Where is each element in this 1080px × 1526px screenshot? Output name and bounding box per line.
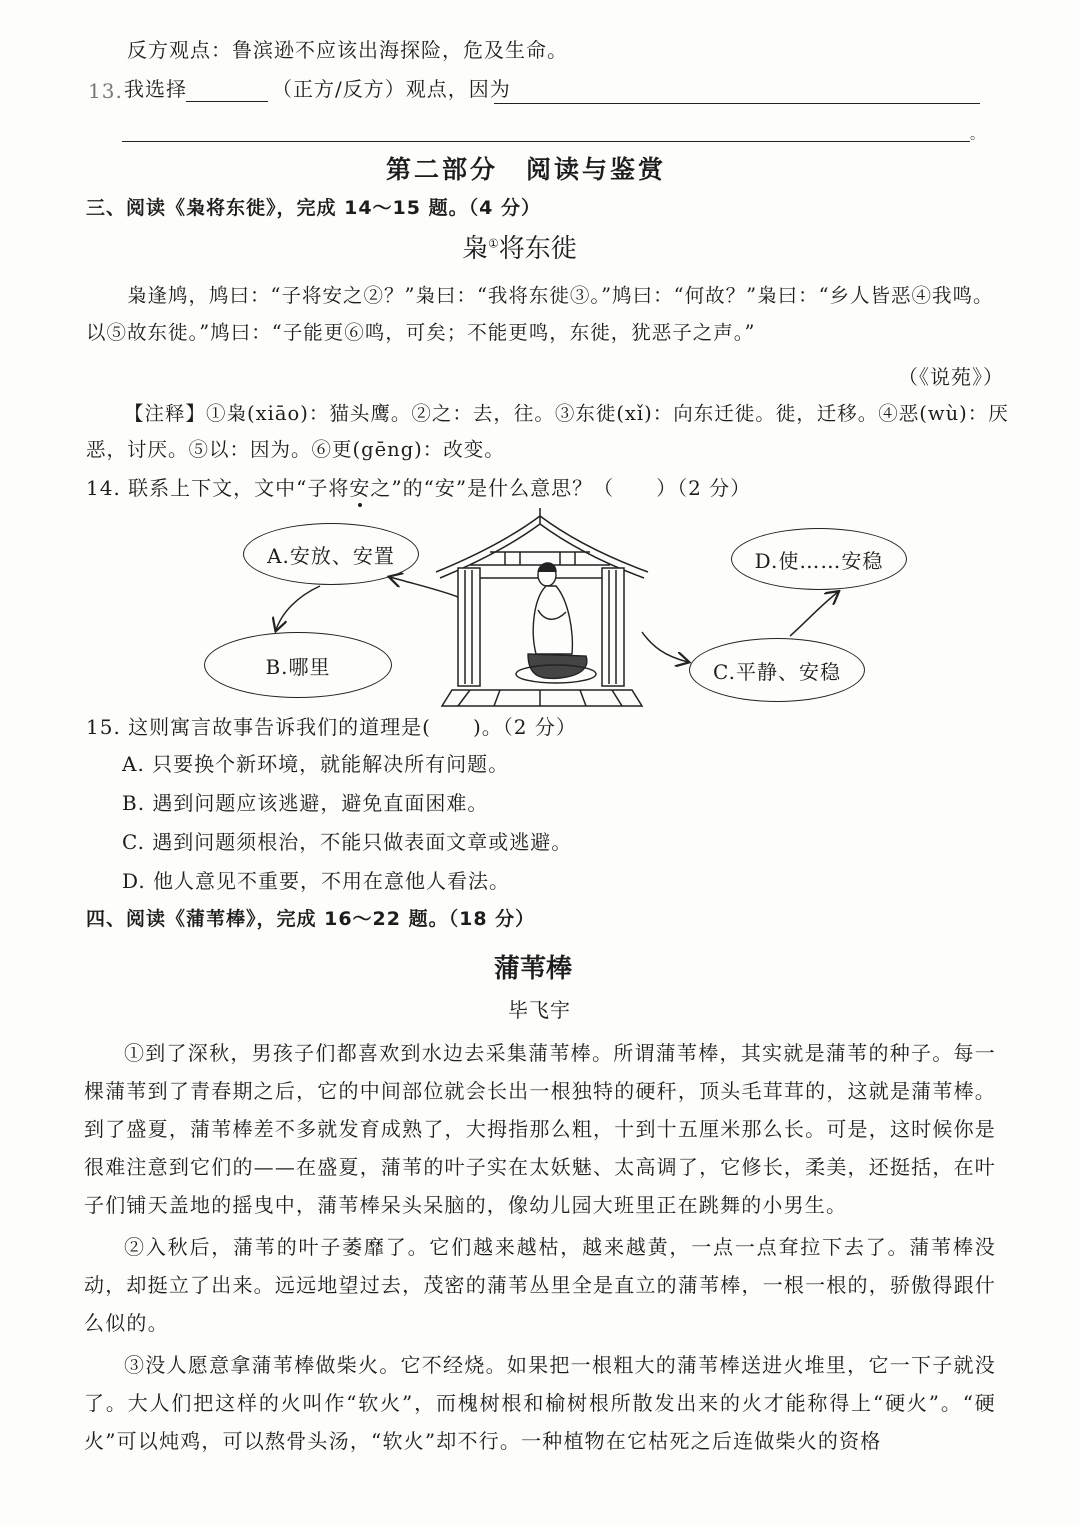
question-15-option-b[interactable]: B. 遇到问题应该逃避，避免直面困难。 (122, 791, 489, 815)
article-paragraph-2: ②入秋后，蒲苇的叶子萎靡了。它们越来越枯，越来越黄，一点一点耷拉下去了。蒲苇棒没动，却挺立了出来。远远地望过去，茂密的蒲苇丛里全是直立的蒲苇棒，一根一根的，骄傲得跟什么似的。 (84, 1235, 996, 1335)
arrow-c-to-d (790, 592, 838, 636)
question-15-option-a[interactable]: A. 只要换个新环境，就能解决所有问题。 (122, 752, 510, 776)
article-paragraph-3: ③没人愿意拿蒲苇棒做柴火。它不经烧。如果把一根粗大的蒲苇棒送进火堆里，它一下子就没了。大人们把这样的火叫作“软火”，而槐树根和榆树根所散发出来的火才能称得上“硬火”。“硬火”可以炖鸡，可以熬骨头汤，“软火”却不行。一种植物在它枯死之后连做柴火的资格 (84, 1353, 996, 1453)
article-paragraph-1: ①到了深秋，男孩子们都喜欢到水边去采集蒲苇棒。所谓蒲苇棒，其实就是蒲苇的种子。每一棵蒲苇到了青春期之后，它的中间部位就会长出一根独特的硬秆，顶头毛茸茸的，这就是蒲苇棒。到了盛夏，蒲苇棒差不多就发育成熟了，大拇指那么粗，十到十五厘米那么长。可是，这时候你是很难注意到它们的——在盛夏，蒲苇的叶子实在太妖魅、太高调了，它修长，柔美，还挺括，在叶子们铺天盖地的摇曳中，蒲苇棒呆头呆脑的，像幼儿园大班里正在跳舞的小男生。 (84, 1041, 996, 1217)
annotation-line-2: 恶，讨厌。⑤以：因为。⑥更(gēng)：改变。 (86, 438, 505, 461)
question-13-number: 13. (88, 79, 123, 103)
opposing-view: 反方观点：鲁滨逊不应该出海探险，危及生命。 (127, 38, 568, 62)
arrow-to-option-a (390, 577, 458, 597)
option-d-label: D.使……安稳 (754, 548, 884, 573)
option-b-label: B.哪里 (265, 654, 331, 679)
question-13-prefix: 我选择 (124, 77, 187, 101)
question-13-end-mark: 。 (970, 127, 985, 143)
text-title-footnote: ① (488, 236, 499, 251)
section-3-heading: 三、阅读《枭将东徙》，完成 14～15 题。（4 分） (86, 197, 541, 219)
question-14-stem-b: 之”的“安”是什么意思？（ ）（2 分） (370, 476, 752, 500)
option-a-label: A.安放、安置 (267, 543, 395, 568)
question-13-middle: （正方/反方）观点，因为 (272, 77, 511, 101)
arrow-a-to-b (276, 586, 320, 630)
classical-text-line-2: 以⑤故东徙。”鸠曰：“子能更⑥鸣，可矣；不能更鸣，东徙，犹恶子之声。” (86, 321, 756, 344)
classical-text-line-1: 枭逢鸠，鸠曰：“子将安之②？”枭曰：“我将东徙③。”鸠曰：“何故？”枭曰：“乡人皆恶④我鸣。 (127, 284, 994, 307)
text-title-part-a: 枭 (462, 234, 489, 264)
part-title: 第二部分 阅读与鉴赏 (386, 155, 667, 184)
emphasis-character: 安 (349, 476, 371, 500)
question-15-option-d[interactable]: D. 他人意见不重要，不用在意他人看法。 (122, 869, 511, 893)
article-author: 毕飞宇 (508, 998, 571, 1022)
question-15-stem: 15. 这则寓言故事告诉我们的道理是( )。（2 分） (86, 715, 577, 739)
seated-figure (516, 563, 596, 683)
question-14-stem-a: 14. 联系上下文，文中“子将 (86, 476, 350, 500)
section-4-heading: 四、阅读《蒲苇棒》，完成 16～22 题。（18 分） (86, 908, 536, 930)
option-c-label: C.平静、安稳 (713, 659, 841, 684)
arrow-to-option-c (642, 632, 688, 662)
question-15-option-c[interactable]: C. 遇到问题须根治，不能只做表面文章或逃避。 (122, 830, 573, 854)
annotation-line-1: 【注释】①枭(xiāo)：猫头鹰。②之：去，往。③东徙(xǐ)：向东迁徙。徙，迁移。④恶(wù)：厌 (124, 402, 1009, 425)
text-title-part-b: 将东徙 (498, 234, 577, 264)
article-title: 蒲苇棒 (494, 954, 573, 984)
text-source: （《说苑》） (898, 365, 1004, 389)
